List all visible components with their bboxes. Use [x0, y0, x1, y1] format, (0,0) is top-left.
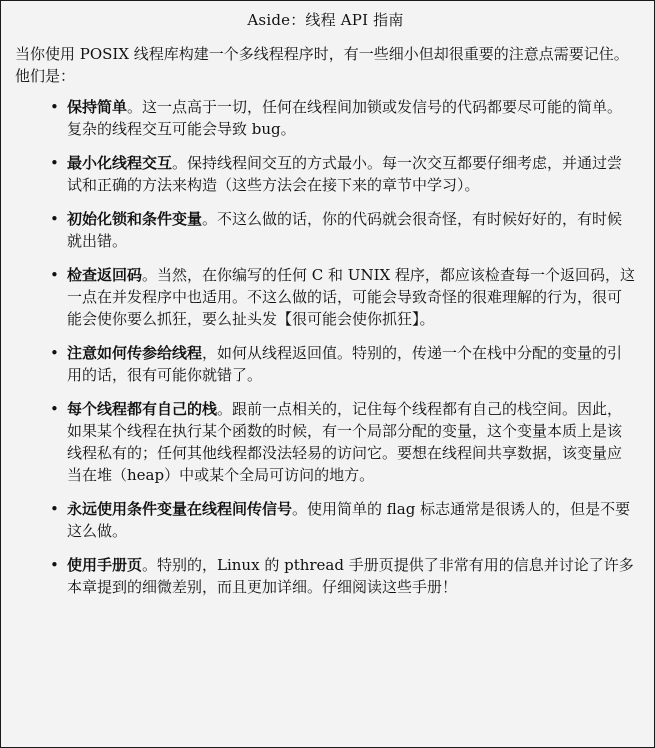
tip-title: 每个线程都有自己的栈	[67, 400, 218, 418]
tip-text: 。跟前一点相关的，记住每个线程都有自己的栈空间。因此，如果某个线程在执行某个函数的时候，有一个局部分配的变量，这个变量本质上是该线程私有的；任何其他线程都没法轻易的访问它。要想在线程间共享数据，该变量应当在堆（heap）中或某个全局可访问的地方。	[67, 400, 623, 484]
tip-title: 使用手册页	[67, 556, 143, 574]
tip-text: 。这一点高于一切，任何在线程间加锁或发信号的代码都要尽可能的简单。复杂的线程交互可能会导致 bug。	[67, 98, 623, 138]
tip-text: 。特别的，Linux 的 pthread 手册页提供了非常有用的信息并讨论了许多本章提到的细微差别，而且更加详细。仔细阅读这些手册！	[67, 556, 634, 596]
tip-text: 。保持线程间交互的方式最小。每一次交互都要仔细考虑，并通过尝试和正确的方法来构造（这些方法会在接下来的章节中学习）。	[67, 154, 623, 194]
tip-initialize-locks	[15, 208, 636, 252]
aside-title: Aside：线程 API 指南	[247, 11, 404, 29]
tip-text: 。不这么做的话，你的代码就会很奇怪，有时候好好的，有时候就出错。	[67, 210, 623, 250]
tip-title: 初始化锁和条件变量	[67, 210, 203, 228]
tip-keep-it-simple	[15, 96, 636, 140]
tip-text: ，如何从线程返回值。特别的，传递一个在栈中分配的变量的引用的话，很有可能你就错了。	[67, 344, 623, 384]
tip-title: 注意如何传参给线程	[67, 344, 203, 362]
bullet-icon: •	[50, 500, 59, 518]
tip-pass-args-carefully	[15, 342, 636, 386]
tip-own-stack	[15, 398, 636, 486]
tip-title: 最小化线程交互	[67, 154, 173, 172]
bullet-icon: •	[50, 556, 59, 574]
bullet-icon: •	[50, 210, 59, 228]
intro-paragraph: 当你使用 POSIX 线程库构建一个多线程程序时，有一些细小但却很重要的注意点需要记住。他们是：	[15, 45, 629, 85]
bullet-icon: •	[50, 98, 59, 116]
bullet-icon: •	[50, 400, 59, 418]
tip-title: 保持简单	[67, 98, 128, 116]
tip-text: 。当然，在你编写的任何 C 和 UNIX 程序，都应该检查每一个返回码，这一点在并发程序中也适用。不这么做的话，可能会导致奇怪的很难理解的行为，很可能会使你要么抓狂，要么扯头发【很可能会使你抓狂】。	[67, 266, 635, 328]
tip-title: 检查返回码	[67, 266, 143, 284]
tips-list	[15, 96, 636, 598]
bullet-icon: •	[50, 266, 59, 284]
tip-use-condition-variables	[15, 498, 636, 542]
tip-minimize-thread-interactions	[15, 152, 636, 196]
bullet-icon: •	[50, 344, 59, 362]
bullet-icon: •	[50, 154, 59, 172]
tip-check-return-codes	[15, 264, 636, 330]
tip-text: 。使用简单的 flag 标志通常是很诱人的，但是不要这么做。	[67, 500, 631, 540]
tip-title: 永远使用条件变量在线程间传信号	[67, 500, 293, 518]
tip-use-man-pages	[15, 554, 636, 598]
